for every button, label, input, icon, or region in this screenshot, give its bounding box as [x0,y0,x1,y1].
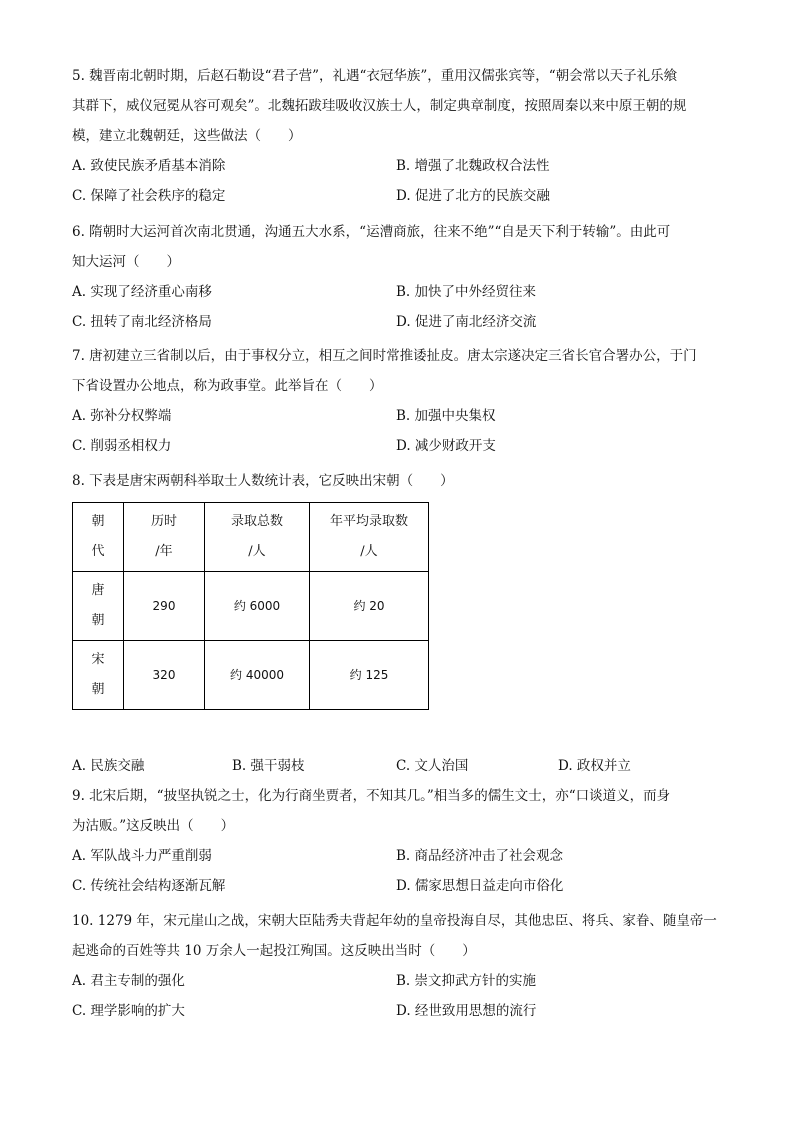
option-row [72,751,724,781]
option-row [72,966,724,996]
option-c[interactable]: C. 扭转了南北经济格局 [72,314,212,330]
question-8-options [72,751,724,781]
question-stem: 起逃命的百姓等共 10 万余人一起投江殉国。这反映出当时（ ） [72,943,476,959]
question-9 [72,781,724,901]
question-stem: 6. 隋朝时大运河首次南北贯通，沟通五大水系，“运漕商旅，往来不绝”“自是天下利于转输”。由此可 [72,224,671,240]
table-cell-years: 290 [124,572,205,641]
table-row [73,572,429,641]
option-c[interactable]: C. 传统社会结构逐渐瓦解 [72,878,226,894]
option-b[interactable]: B. 加快了中外经贸往来 [396,284,537,300]
option-c[interactable]: C. 理学影响的扩大 [72,1003,185,1019]
table-header-cell: 朝 代 [73,503,124,572]
question-stem: 其群下，威仪冠冕从容可观矣”。北魏拓跋珪吸收汉族士人，制定典章制度，按照周秦以来中原王朝的规 [72,98,687,114]
table-cell-years: 320 [124,641,205,710]
option-row [72,996,724,1026]
option-row [72,431,724,461]
question-stem: 下省设置办公地点，称为政事堂。此举旨在（ ） [72,378,383,394]
option-c[interactable]: C. 文人治国 [396,758,469,774]
table-cell-total: 约 40000 [205,641,310,710]
option-row [72,307,724,337]
option-d[interactable]: D. 政权并立 [558,758,631,774]
table-cell-avg: 约 20 [310,572,429,641]
table-row [73,641,429,710]
table-cell-total: 约 6000 [205,572,310,641]
table-header-row [73,503,429,572]
option-row [72,401,724,431]
option-row [72,841,724,871]
table-cell-dynasty: 唐 朝 [73,572,124,641]
table-cell-avg: 约 125 [310,641,429,710]
option-a[interactable]: A. 实现了经济重心南移 [72,284,212,300]
question-6 [72,217,724,337]
option-b[interactable]: B. 加强中央集权 [396,408,496,424]
option-row [72,181,724,211]
option-a[interactable]: A. 民族交融 [72,758,145,774]
option-b[interactable]: B. 强干弱枝 [232,758,305,774]
option-row [72,277,724,307]
option-b[interactable]: B. 崇文抑武方针的实施 [396,973,537,989]
option-b[interactable]: B. 增强了北魏政权合法性 [396,158,550,174]
question-7 [72,341,724,461]
option-d[interactable]: D. 促进了北方的民族交融 [396,188,550,204]
option-row [72,871,724,901]
question-stem: 5. 魏晋南北朝时期，后赵石勒设“君子营”，礼遇“衣冠华族”，重用汉儒张宾等，“朝会常以天子礼乐飨 [72,68,678,84]
option-d[interactable]: D. 减少财政开支 [396,438,496,454]
option-row [72,151,724,181]
question-8 [72,466,724,710]
option-d[interactable]: D. 儒家思想日益走向市俗化 [396,878,564,894]
option-c[interactable]: C. 保障了社会秩序的稳定 [72,188,226,204]
option-a[interactable]: A. 军队战斗力严重削弱 [72,848,212,864]
question-stem: 9. 北宋后期，“披坚执锐之士，化为行商坐贾者，不知其几。”相当多的儒生文士，亦“口谈道义，而身 [72,788,671,804]
table-header-cell: 历时 /年 [124,503,205,572]
question-stem: 模，建立北魏朝廷，这些做法（ ） [72,128,302,144]
statistics-table [72,502,429,710]
option-c[interactable]: C. 削弱丞相权力 [72,438,172,454]
question-stem: 8. 下表是唐宋两朝科举取士人数统计表，它反映出宋朝（ ） [72,473,454,489]
question-stem: 7. 唐初建立三省制以后，由于事权分立，相互之间时常推诿扯皮。唐太宗遂决定三省长官合署办公，于门 [72,348,697,364]
question-10 [72,906,724,1026]
option-a[interactable]: A. 弥补分权弊端 [72,408,172,424]
table-cell-dynasty: 宋 朝 [73,641,124,710]
question-stem: 10. 1279 年，宋元崖山之战，宋朝大臣陆秀夫背起年幼的皇帝投海自尽，其他忠臣、将兵、家眷、随皇帝一 [72,913,717,929]
option-d[interactable]: D. 经世致用思想的流行 [396,1003,537,1019]
question-5 [72,61,724,211]
question-stem: 知大运河（ ） [72,254,180,270]
table-header-cell: 录取总数 /人 [205,503,310,572]
option-d[interactable]: D. 促进了南北经济交流 [396,314,537,330]
option-a[interactable]: A. 君主专制的强化 [72,973,185,989]
table-header-cell: 年平均录取数 /人 [310,503,429,572]
option-a[interactable]: A. 致使民族矛盾基本消除 [72,158,226,174]
question-stem: 为沽贩。”这反映出（ ） [72,818,235,834]
option-b[interactable]: B. 商品经济冲击了社会观念 [396,848,564,864]
